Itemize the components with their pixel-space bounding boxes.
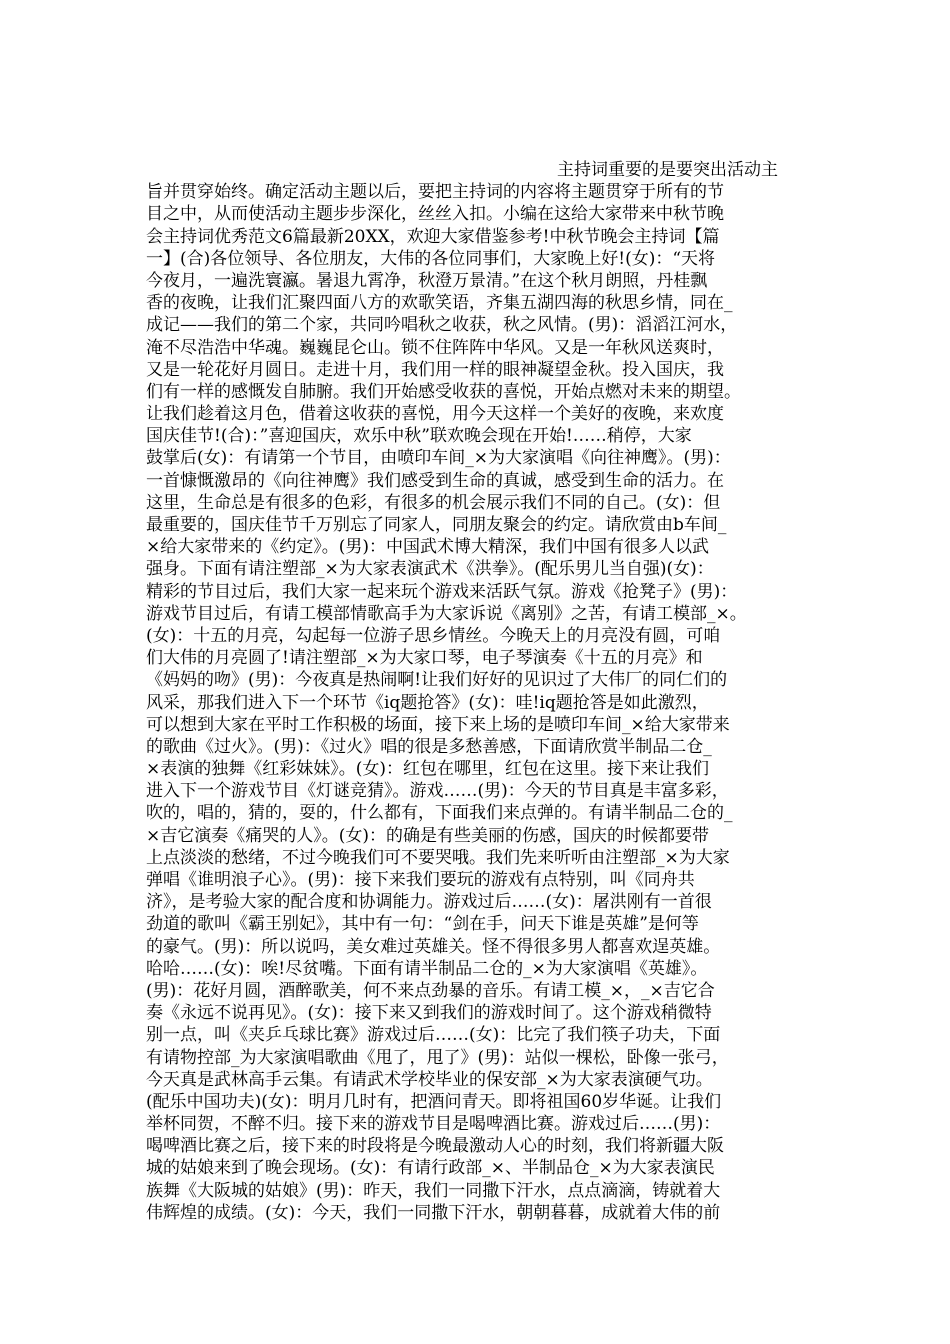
document-text-line: ×给大家带来的《约定》。(男)：中国武术博大精深，我们中国有很多人以武 <box>146 537 710 558</box>
document-text-line: 劲道的歌叫《霸王别妃》，其中有一句：“剑在手，问天下谁是英雄”是何等 <box>146 914 699 935</box>
document-text-line: 族舞《大阪城的姑娘》(男)：昨天，我们一同撒下汗水，点点滴滴，铸就着大 <box>146 1180 721 1201</box>
document-text-line: (男)：花好月圆，酒醉歌美，何不来点劲暴的音乐。有请工模_×，_×吉它合 <box>146 980 715 1001</box>
document-text-line: 淹不尽浩浩中华魂。巍巍昆仑山。锁不住阵阵中华风。又是一年秋风送爽时， <box>146 337 724 358</box>
document-text-line: 又是一轮花好月圆日。走进十月，我们用一样的眼神凝望金秋。投入国庆，我 <box>146 359 724 380</box>
document-text-line: 伟辉煌的成绩。(女)：今天，我们一同撒下汗水，朝朝暮暮，成就着大伟的前 <box>146 1202 721 1223</box>
document-text-line: 风采，那我们进入下一个环节《iq题抢答》(女)：哇!iq题抢答是如此激烈， <box>146 692 709 713</box>
document-text-line: 城的姑娘来到了晚会现场。(女)：有请行政部_×、半制品仓_×为大家表演民 <box>146 1158 715 1179</box>
document-text-line: 国庆佳节!(合)：”喜迎国庆，欢乐中秋”联欢晚会现在开始!……稍停，大家 <box>146 426 692 447</box>
document-text-line: 可以想到大家在平时工作积极的场面，接下来上场的是喷印车间_×给大家带来 <box>146 714 730 735</box>
document-text-line: 一首慷慨激昂的《向往神鹰》我们感受到生命的真诚，感受到生命的活力。在 <box>146 470 724 491</box>
document-text-line: ×吉它演奏《痛哭的人》。(女)：的确是有些美丽的伤感，国庆的时候都要带 <box>146 825 710 846</box>
document-text-line: 精彩的节目过后，我们大家一起来玩个游戏来活跃气氛。游戏《抢凳子》(男)： <box>146 581 738 602</box>
document-text-line: 们有一样的感慨发自肺腑。我们开始感受收获的喜悦，开始点燃对未来的期望。 <box>146 381 741 402</box>
document-text-line: 举杯同贺，不醉不归。接下来的游戏节目是喝啤酒比赛。游戏过后……(男)： <box>146 1114 721 1135</box>
document-text-line: 有请物控部_为大家演唱歌曲《甩了，甩了》(男)：站似一棵松，卧像一张弓， <box>146 1047 729 1068</box>
document-text-line: 会主持词优秀范文6篇最新20XX，欢迎大家借鉴参考!中秋节晚会主持词【篇 <box>146 226 720 247</box>
document-text-line: 上点淡淡的愁绪，不过今晚我们可不要哭哦。我们先来听听由注塑部_×为大家 <box>146 847 730 868</box>
document-text-line: 香的夜晚，让我们汇聚四面八方的欢歌笑语，齐集五湖四海的秋思乡情，同在_ <box>146 293 733 314</box>
document-text-line: 济》，是考验大家的配合度和协调能力。游戏过后……(女)：屠洪刚有一首很 <box>146 892 712 913</box>
document-text-line: 的歌曲《过火》。(男)：《过火》唱的很是多愁善感，下面请欣赏半制品二仓_ <box>146 736 712 757</box>
document-text-line: 进入下一个游戏节目《灯谜竞猜》。游戏……(男)：今天的节目真是丰富多彩， <box>146 781 729 802</box>
document-text-line: 《妈妈的吻》(男)：今夜真是热闹啊!让我们好好的见识过了大伟厂的同仁们的 <box>146 670 728 691</box>
document-opening-line: 主持词重要的是要突出活动主 <box>557 160 778 180</box>
document-text-line: 今天真是武林高手云集。有请武术学校毕业的保安部_×为大家表演硬气功。 <box>146 1069 713 1090</box>
document-text-line: (女)：十五的月亮，勾起每一位游子思乡情丝。今晚天上的月亮没有圆，可咱 <box>146 625 721 646</box>
document-text-line: 喝啤酒比赛之后，接下来的时段将是今晚最激动人心的时刻，我们将新疆大阪 <box>146 1136 724 1157</box>
document-text-line: 成记——我们的第二个家，共同吟唱秋之收获，秋之风情。(男)：滔滔江河水， <box>146 315 738 336</box>
document-text-line: 今夜月，一遍洗寰瀛。暑退九霄净，秋澄万景清。”在这个秋月朗照，丹桂飘 <box>146 270 708 291</box>
document-text-line: 这里，生命总是有很多的色彩，有很多的机会展示我们不同的自己。(女)：但 <box>146 492 721 513</box>
document-text-line: 奏《永远不说再见》。(女)：接下来又到我们的游戏时间了。这个游戏稍微特 <box>146 1003 712 1024</box>
document-text-line: ×表演的独舞《红彩妹妹》。(女)：红包在哪里，红包在这里。接下来让我们 <box>146 759 710 780</box>
document-body <box>146 159 806 1224</box>
document-text-line: 游戏节目过后，有请工模部情歌高手为大家诉说《离别》之苦，有请工模部_×。 <box>146 603 747 624</box>
document-text-line: (配乐中国功夫)(女)：明月几时有，把酒问青天。即将祖国60岁华诞。让我们 <box>146 1091 722 1112</box>
document-text-line: 哈哈……(女)：唉!尽贫嘴。下面有请半制品二仓的_×为大家演唱《英雄》。 <box>146 958 708 979</box>
document-text-line: 别一点，叫《夹乒乓球比赛》游戏过后……(女)：比完了我们筷子功夫，下面 <box>146 1025 721 1046</box>
document-text-line: 的豪气。(男)：所以说吗，美女难过英雄关。怪不得很多男人都喜欢逞英雄。 <box>146 936 721 957</box>
document-text-line: 目之中，从而使活动主题步步深化，丝丝入扣。小编在这给大家带来中秋节晚 <box>146 204 724 225</box>
document-text-line: 们大伟的月亮圆了!请注塑部_×为大家口琴，电子琴演奏《十五的月亮》和 <box>146 648 703 669</box>
document-text-line: 一】(合)各位领导、各位朋友，大伟的各位同事们，大家晚上好!(女)：“天将 <box>146 248 716 269</box>
document-text-line: 旨并贯穿始终。确定活动主题以后，要把主持词的内容将主题贯穿于所有的节 <box>146 182 724 203</box>
document-text-line: 吹的，唱的，猜的，耍的，什么都有，下面我们来点弹的。有请半制品二仓的_ <box>146 803 733 824</box>
document-text-line: 鼓掌后(女)：有请第一个节目，由喷印车间_×为大家演唱《向往神鹰》。(男)： <box>146 448 731 469</box>
document-text-line: 让我们趁着这月色，借着这收获的喜悦，用今天这样一个美好的夜晚，来欢度 <box>146 404 724 425</box>
document-text-line: 弹唱《谁明浪子心》。(男)：接下来我们要玩的游戏有点特别，叫《同舟共 <box>146 870 695 890</box>
document-text-line: 最重要的，国庆佳节千万别忘了同家人，同朋友聚会的约定。请欣赏由b车间_ <box>146 515 727 535</box>
document-text-line: 强身。下面有请注塑部_×为大家表演武术《洪拳》。(配乐男儿当自强)(女)： <box>146 559 714 580</box>
